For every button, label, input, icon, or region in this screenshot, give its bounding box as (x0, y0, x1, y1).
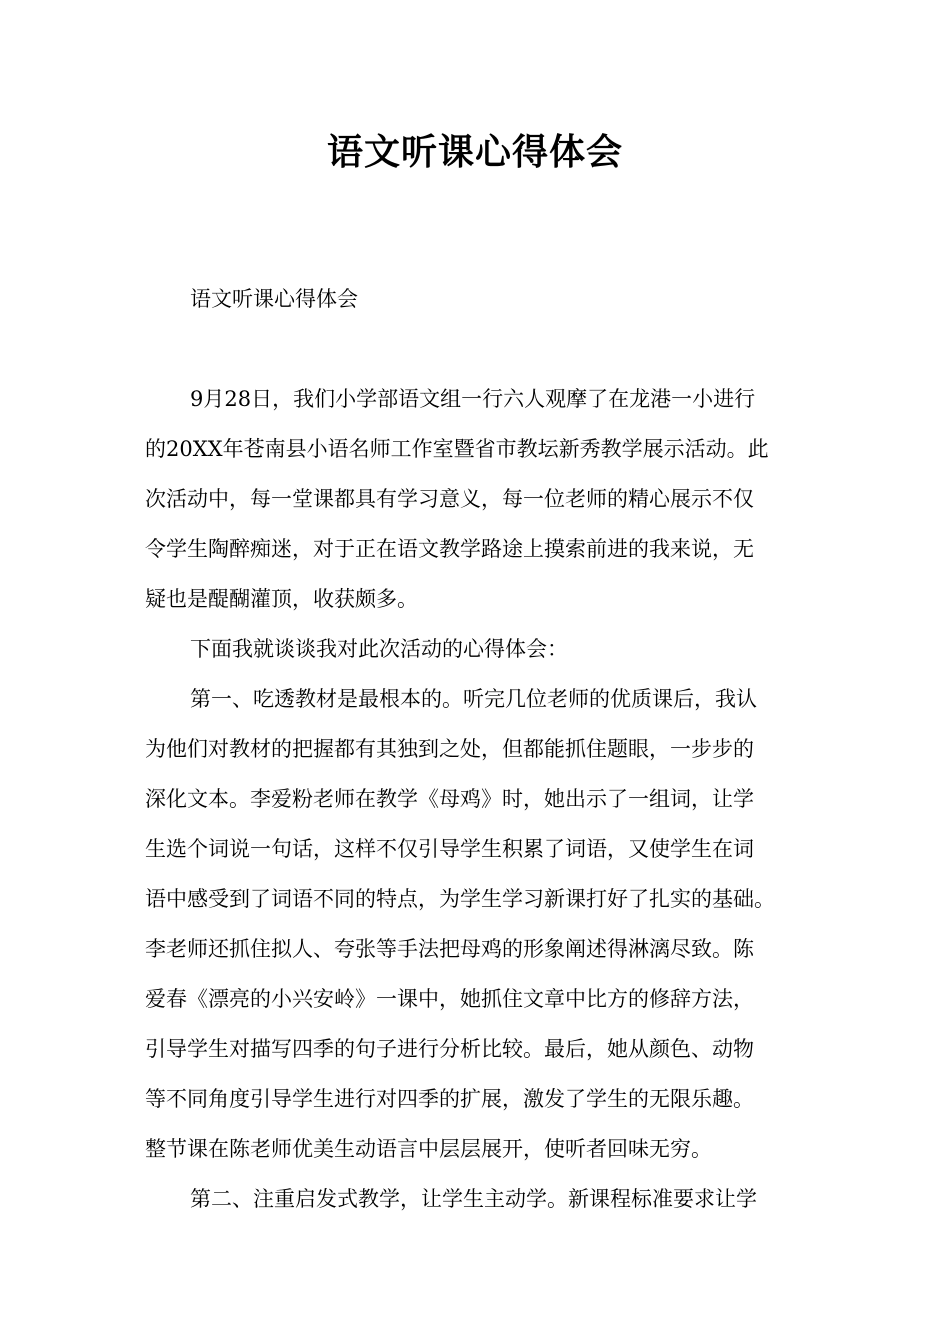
paragraph-line: 整节课在陈老师优美生动语言中层层展开，使听者回味无穷。 (145, 1137, 712, 1161)
paragraph-line: 令学生陶醉痴迷，对于正在语文教学路途上摸索前进的我来说，无 (145, 537, 754, 561)
paragraph-line: 生选个词说一句话，这样不仅引导学生积累了词语，又使学生在词 (145, 837, 754, 861)
paragraph-line: 深化文本。李爱粉老师在教学《母鸡》时，她出示了一组词，让学 (145, 787, 754, 811)
paragraph-line: 下面我就谈谈我对此次活动的心得体会： (190, 637, 568, 661)
paragraph-line: 等不同角度引导学生进行对四季的扩展，激发了学生的无限乐趣。 (145, 1087, 754, 1111)
paragraph-line: 次活动中，每一堂课都具有学习意义，每一位老师的精心展示不仅 (145, 487, 754, 511)
paragraph-line: 的20XX年苍南县小语名师工作室暨省市教坛新秀教学展示活动。此 (145, 437, 769, 461)
paragraph-line: 爱春《漂亮的小兴安岭》一课中，她抓住文章中比方的修辞方法， (145, 987, 754, 1011)
paragraph-line: 第一、吃透教材是最根本的。听完几位老师的优质课后，我认 (190, 687, 757, 711)
paragraph-line: 第二、注重启发式教学，让学生主动学。新课程标准要求让学 (190, 1187, 757, 1211)
paragraph-line: 疑也是醍醐灌顶，收获颇多。 (145, 587, 418, 611)
paragraph-line: 引导学生对描写四季的句子进行分析比较。最后，她从颜色、动物 (145, 1037, 754, 1061)
paragraph-line: 为他们对教材的把握都有其独到之处，但都能抓住题眼，一步步的 (145, 737, 754, 761)
paragraph-line: 李老师还抓住拟人、夸张等手法把母鸡的形象阐述得淋漓尽致。陈 (145, 937, 754, 961)
document-subtitle: 语文听课心得体会 (190, 287, 358, 311)
document-title: 语文听课心得体会 (326, 132, 623, 173)
paragraph-line: 9月28日，我们小学部语文组一行六人观摩了在龙港一小进行 (190, 387, 756, 411)
paragraph-line: 语中感受到了词语不同的特点，为学生学习新课打好了扎实的基础。 (145, 887, 775, 911)
